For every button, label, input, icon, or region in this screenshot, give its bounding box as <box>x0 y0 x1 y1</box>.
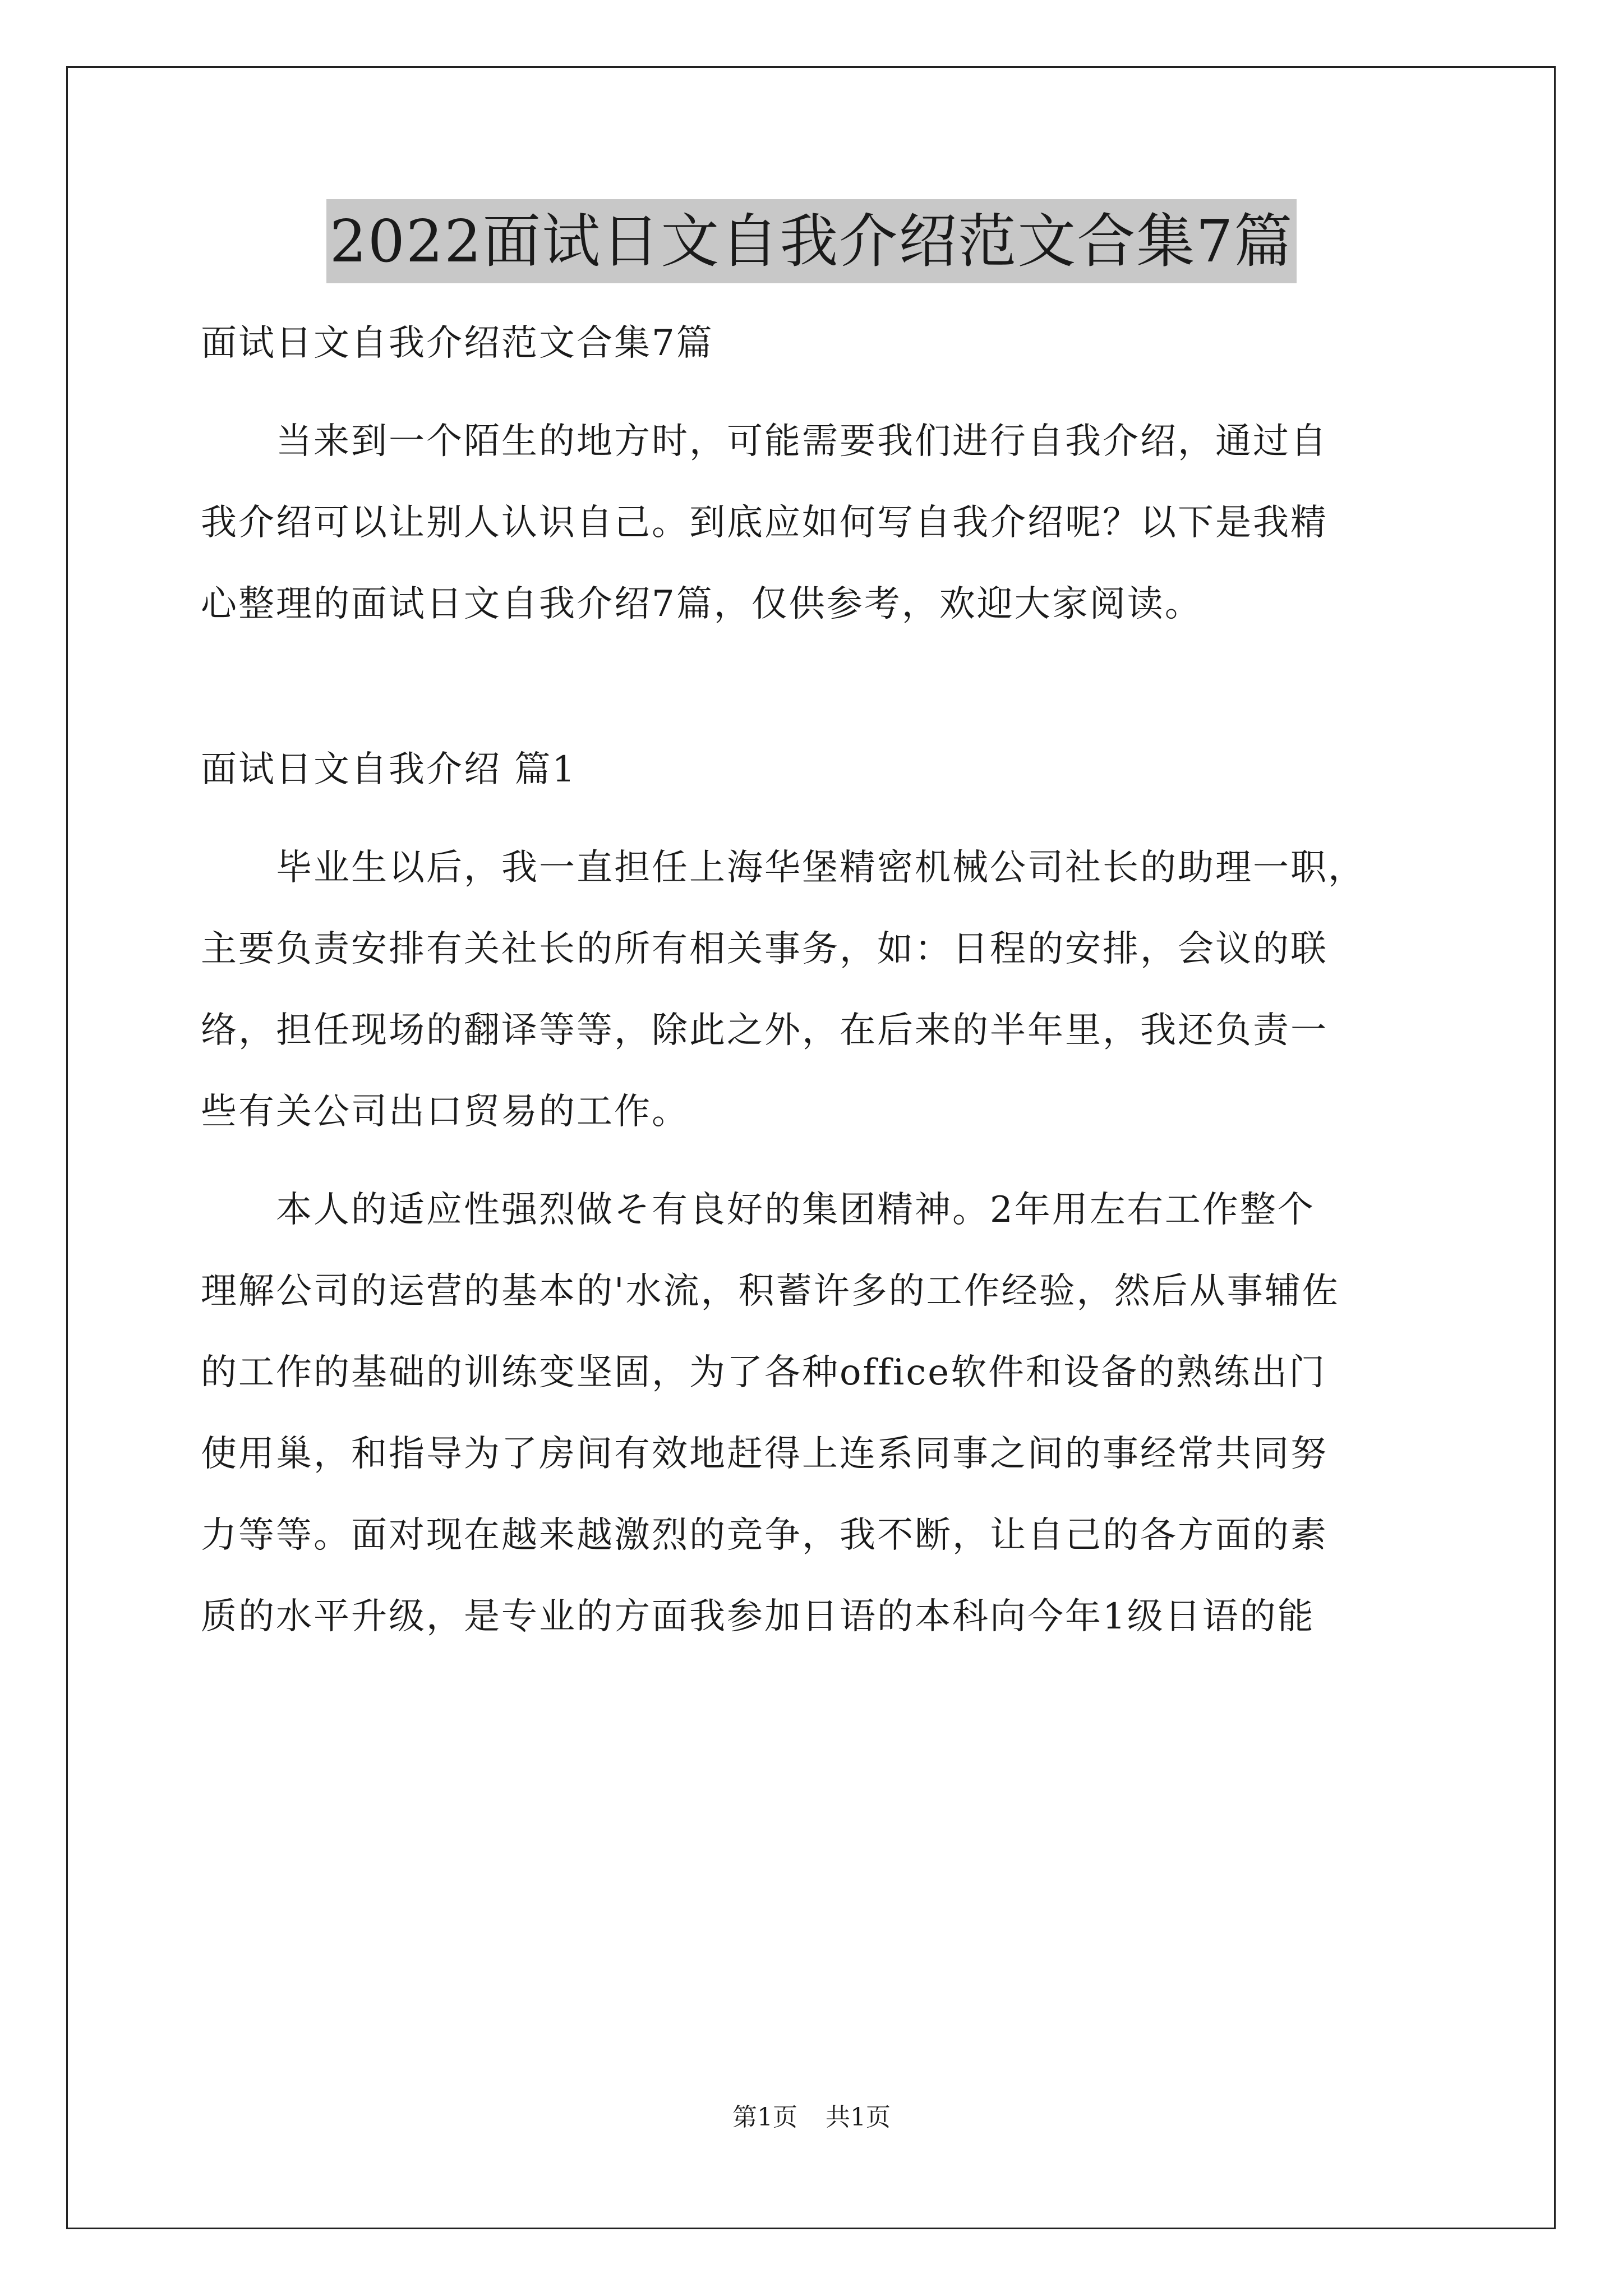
title-container <box>0 199 1623 283</box>
intro-paragraph <box>201 401 1429 645</box>
text-line: 本人的适应性强烈做そ有良好的集团精神。2年用左右工作整个 <box>201 1189 1315 1231</box>
section1-paragraph-1 <box>201 827 1429 1153</box>
text-line: 络，担任现场的翻译等等，除此之外，在后来的半年里，我还负责一 <box>201 1010 1328 1051</box>
text-line: 主要负责安排有关社长的所有相关事务，如：日程的安排，会议的联 <box>201 928 1328 970</box>
text-line: 质的水平升级，是专业的方面我参加日语的本科向今年1级日语的能 <box>201 1596 1315 1637</box>
text-line: 我介绍可以让别人认识自己。到底应如何写自我介绍呢？以下是我精 <box>201 502 1328 544</box>
page-total: 共1页 <box>826 2103 891 2132</box>
text-line: 使用巢，和指导为了房间有效地赶得上连系同事之间的事经常共同努 <box>201 1433 1328 1475</box>
text-line: 的工作的基础的训练变坚固，为了各种office软件和设备的熟练出门 <box>201 1352 1327 1393</box>
text-line: 毕业生以后，我一直担任上海华堡精密机械公司社长的助理一职， <box>201 847 1366 889</box>
page-footer <box>0 2101 1623 2134</box>
page-number: 第1页 <box>732 2103 797 2132</box>
text-line: 当来到一个陌生的地方时，可能需要我们进行自我介绍，通过自 <box>201 421 1328 462</box>
text-line: 些有关公司出口贸易的工作。 <box>201 1091 689 1133</box>
document-body <box>201 303 1429 1658</box>
section1-paragraph-2 <box>201 1170 1429 1658</box>
text-line: 理解公司的运营的基本的'水流，积蓄许多的工作经验，然后从事辅佐 <box>201 1271 1340 1312</box>
document-title: 2022面试日文自我介绍范文合集7篇 <box>326 199 1297 283</box>
document-subtitle: 面试日文自我介绍范文合集7篇 <box>201 323 714 364</box>
text-line: 力等等。面对现在越来越激烈的竞争，我不断，让自己的各方面的素 <box>201 1515 1328 1556</box>
section-heading: 面试日文自我介绍 篇1 <box>201 749 577 790</box>
text-line: 心整理的面试日文自我介绍7篇，仅供参考，欢迎大家阅读。 <box>201 583 1202 625</box>
